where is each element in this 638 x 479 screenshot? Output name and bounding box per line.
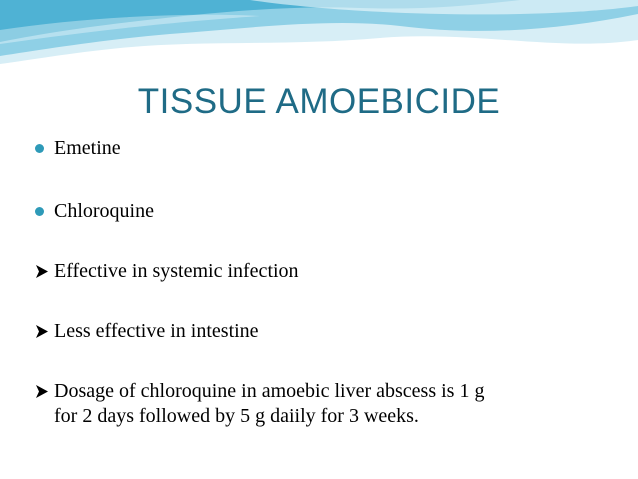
slide-title: TISSUE AMOEBICIDE xyxy=(137,82,501,121)
bullet-text: Less effective in intestine xyxy=(54,320,259,342)
bullet-text: Chloroquine xyxy=(54,200,154,222)
bullet-item xyxy=(34,259,614,284)
arrow-icon xyxy=(34,379,54,404)
bullet-item xyxy=(34,319,614,344)
bullet-text: Dosage of chloroquine in amoebic liver abscess is 1 g for 2 days followed by 5 g daiily for 3 weeks. xyxy=(54,380,485,427)
bullet-item xyxy=(34,136,614,161)
dot-icon xyxy=(34,199,54,224)
bullet-item xyxy=(34,379,614,429)
bullet-text: Effective in systemic infection xyxy=(54,260,299,282)
bullet-text: Emetine xyxy=(54,137,121,159)
header-wave-decoration xyxy=(0,0,638,80)
dot-icon xyxy=(34,136,54,161)
arrow-icon xyxy=(34,259,54,284)
bullet-item xyxy=(34,199,614,224)
arrow-icon xyxy=(34,319,54,344)
